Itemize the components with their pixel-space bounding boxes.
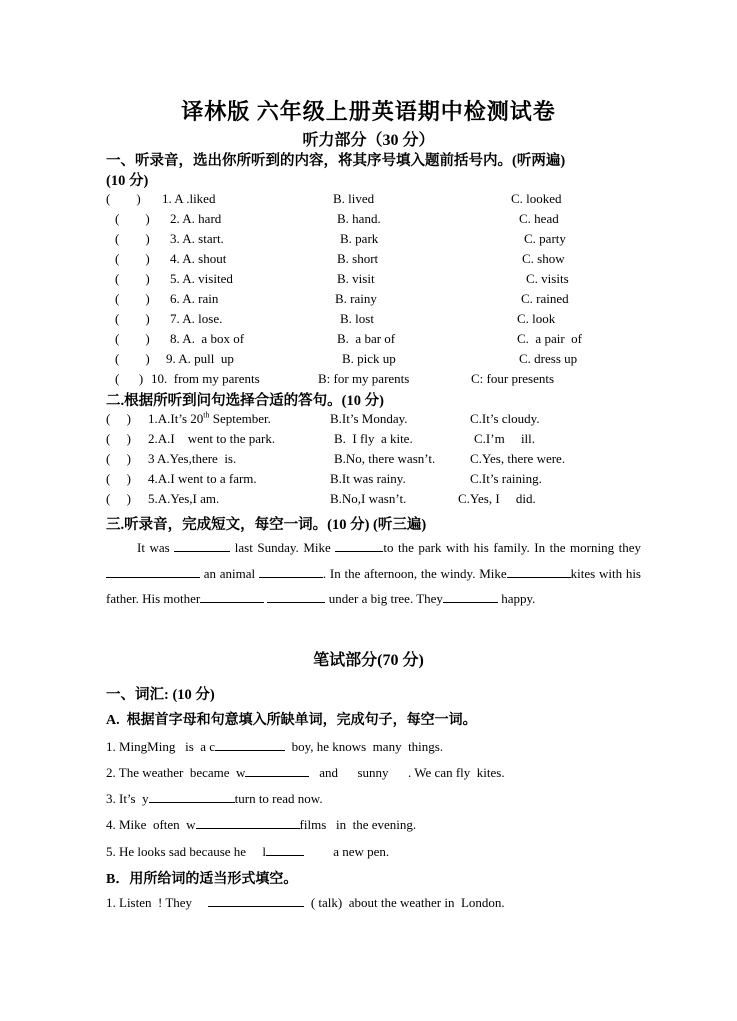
option-a: 7. A. lose. xyxy=(170,311,223,326)
option-a: 4.A.I went to a farm. xyxy=(148,471,257,486)
answer-bracket[interactable]: ( ) xyxy=(115,231,150,246)
answer-bracket[interactable]: ( ) xyxy=(106,411,131,426)
option-c: C.I’m ill. xyxy=(474,431,536,446)
blank[interactable] xyxy=(215,738,285,751)
option-c: C.It’s raining. xyxy=(470,471,542,486)
option-a: 4. A. shout xyxy=(170,251,227,266)
option-c: C.Yes, I did. xyxy=(458,491,536,506)
option-c: C. dress up xyxy=(519,351,578,366)
option-a: 3. A. start. xyxy=(170,231,224,246)
option-c: C.Yes, there were. xyxy=(470,451,566,466)
option-b: B. park xyxy=(340,231,379,246)
option-b: B.No, there wasn’t. xyxy=(334,451,436,466)
written-section-title: 笔试部分(70 分) xyxy=(313,652,424,669)
option-b: B. short xyxy=(337,251,379,266)
option-c: C. look xyxy=(517,311,556,326)
option-a: 1.A.It’s 20th September. xyxy=(148,410,271,426)
part-b-question-1: 1. Listen ! They ( talk) about the weather in London. xyxy=(106,895,505,910)
option-a: 2.A.I went to the park. xyxy=(148,431,276,446)
blank[interactable] xyxy=(196,816,300,829)
option-b: B. a bar of xyxy=(337,331,396,346)
option-c: C. party xyxy=(524,231,566,246)
listening-section-title: 听力部分（30 分） xyxy=(302,132,435,149)
answer-bracket[interactable]: ( ) xyxy=(115,251,150,266)
part-a-heading: A. 根据首字母和句意填入所缺单词，完成句子，每空一词。 xyxy=(106,713,477,728)
blank[interactable] xyxy=(335,539,383,552)
option-b: B. lived xyxy=(333,191,375,206)
answer-bracket[interactable]: ( ) xyxy=(115,311,150,326)
answer-bracket[interactable]: ( ) xyxy=(106,491,131,506)
option-a: 8. A. a box of xyxy=(170,331,245,346)
vocab-question-3: 3. It’s y turn to read now. xyxy=(106,791,323,806)
answer-bracket[interactable]: ( ) xyxy=(106,471,131,486)
blank[interactable] xyxy=(174,539,230,552)
option-a: 2. A. hard xyxy=(170,211,222,226)
option-b: B: for my parents xyxy=(318,371,410,386)
blank[interactable] xyxy=(259,565,323,578)
sec1-heading: 一、听录音，选出你所听到的内容，将其序号填入题前括号内。(听两遍) xyxy=(106,153,566,169)
sec3-passage: It was last Sunday. Mike to the park with his family. In the morning they an animal . In the afternoon, the windy. Mike kites with his father. His mother under a big tree. They happy. xyxy=(106,540,642,606)
blank[interactable] xyxy=(507,565,571,578)
option-b: B.No,I wasn’t. xyxy=(330,491,407,506)
blank[interactable] xyxy=(200,590,264,603)
sec3-heading: 三.听录音，完成短文，每空一词。(10 分) (听三遍) xyxy=(106,517,427,533)
vocab-question-5: 5. He looks sad because he l a new pen. xyxy=(106,844,390,859)
option-a: 1. A .liked xyxy=(162,191,216,206)
blank[interactable] xyxy=(208,894,304,907)
option-b: B.It was rainy. xyxy=(330,471,406,486)
option-b: B. I fly a kite. xyxy=(334,431,413,446)
option-b: B.It’s Monday. xyxy=(330,411,408,426)
blank[interactable] xyxy=(149,790,235,803)
sec2-heading: 二.根据所听到问句选择合适的答句。(10 分) xyxy=(106,393,384,409)
option-a: 5.A.Yes,I am. xyxy=(148,491,220,506)
option-c: C. head xyxy=(519,211,559,226)
vocab-question-4: 4. Mike often w films in the evening. xyxy=(106,817,417,832)
answer-bracket[interactable]: ( ) xyxy=(115,211,150,226)
option-b: B. hand. xyxy=(337,211,381,226)
vocab-question-1: 1. MingMing is a c boy, he knows many things. xyxy=(106,739,444,754)
blank[interactable] xyxy=(267,590,325,603)
answer-bracket[interactable]: ( ) xyxy=(115,371,144,386)
answer-bracket[interactable]: ( ) xyxy=(106,451,131,466)
blank[interactable] xyxy=(245,764,309,777)
option-b: B. pick up xyxy=(342,351,396,366)
option-c: C. a pair of xyxy=(517,331,582,346)
vocab-heading: 一、词汇: (10 分) xyxy=(106,687,215,703)
blank[interactable] xyxy=(106,565,200,578)
answer-bracket[interactable]: ( ) xyxy=(115,351,150,366)
part-b-heading: B．用所给词的适当形式填空。 xyxy=(106,872,298,887)
option-b: B. visit xyxy=(337,271,375,286)
option-c: C. show xyxy=(522,251,565,266)
option-c: C: four presents xyxy=(471,371,555,386)
blank[interactable] xyxy=(443,590,498,603)
option-c: C. visits xyxy=(526,271,569,286)
option-a: 6. A. rain xyxy=(170,291,219,306)
option-a: 5. A. visited xyxy=(170,271,233,286)
answer-bracket[interactable]: ( ) xyxy=(106,191,141,206)
vocab-question-2: 2. The weather became w and sunny . We can fly kites. xyxy=(106,765,505,780)
option-a: 3 A.Yes,there is. xyxy=(148,451,237,466)
sec1-heading-points: (10 分) xyxy=(106,173,149,189)
option-c: C. looked xyxy=(511,191,562,206)
answer-bracket[interactable]: ( ) xyxy=(115,291,150,306)
option-c: C. rained xyxy=(521,291,569,306)
answer-bracket[interactable]: ( ) xyxy=(115,271,150,286)
option-b: B. rainy xyxy=(335,291,377,306)
option-c: C.It’s cloudy. xyxy=(470,411,540,426)
option-a: 10. from my parents xyxy=(151,371,260,386)
blank[interactable] xyxy=(266,843,304,856)
answer-bracket[interactable]: ( ) xyxy=(106,431,131,446)
option-b: B. lost xyxy=(340,311,374,326)
option-a: 9. A. pull up xyxy=(166,351,234,366)
exam-title: 译林版 六年级上册英语期中检测试卷 xyxy=(181,99,556,124)
answer-bracket[interactable]: ( ) xyxy=(115,331,150,346)
